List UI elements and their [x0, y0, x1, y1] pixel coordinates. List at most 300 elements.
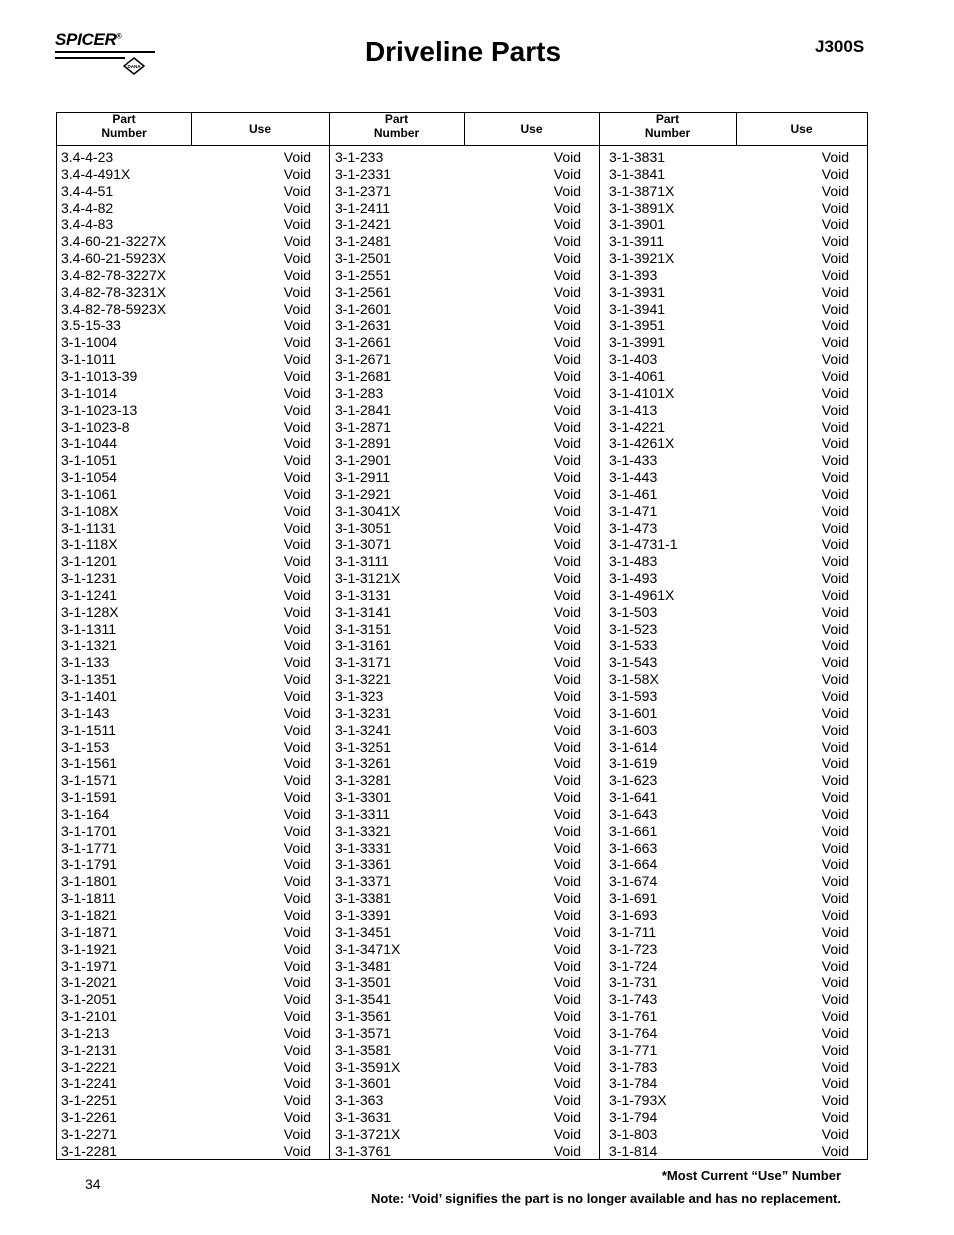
use-cell: Void	[553, 233, 581, 250]
part-number-cell: 3-1-1561	[61, 755, 118, 772]
table-row	[331, 149, 599, 166]
part-number-cell: 3-1-2251	[61, 1092, 118, 1109]
table-row	[605, 722, 867, 739]
use-cell: Void	[553, 603, 581, 620]
part-number-cell: 3-1-3841	[609, 165, 666, 182]
use-cell: Void	[821, 1058, 849, 1075]
use-cell: Void	[553, 1008, 581, 1025]
use-cell: Void	[553, 418, 581, 435]
table-row	[331, 452, 599, 469]
table-row	[57, 941, 329, 958]
part-number-cell: 3-1-403	[609, 351, 658, 368]
part-number-cell: 3-1-711	[609, 923, 657, 940]
part-number-cell: 3-1-4101X	[609, 384, 675, 401]
table-row	[605, 621, 867, 638]
header-use: Use	[790, 122, 813, 136]
use-cell: Void	[821, 250, 849, 267]
table-row	[605, 267, 867, 284]
table-row	[605, 368, 867, 385]
use-cell: Void	[283, 452, 311, 469]
use-cell: Void	[821, 586, 849, 603]
table-row	[57, 873, 329, 890]
part-number-cell: 3.4-4-23	[61, 149, 114, 165]
use-cell: Void	[283, 1109, 311, 1126]
part-number-cell: 3-1-2241	[61, 1075, 118, 1092]
part-number-cell: 3-1-1801	[61, 873, 118, 890]
table-row	[57, 183, 329, 200]
table-row	[57, 334, 329, 351]
table-row	[331, 1008, 599, 1025]
use-cell: Void	[821, 334, 849, 351]
part-number-cell: 3-1-4261X	[609, 435, 675, 452]
use-cell: Void	[283, 317, 311, 334]
part-number-cell: 3-1-283	[335, 384, 384, 401]
use-cell: Void	[821, 384, 849, 401]
part-number-cell: 3-1-1014	[61, 384, 118, 401]
part-number-cell: 3-1-2501	[335, 250, 392, 267]
use-cell: Void	[283, 789, 311, 806]
table-row	[331, 840, 599, 857]
part-number-cell: 3-1-1311	[61, 620, 117, 637]
use-cell: Void	[283, 1142, 311, 1159]
use-cell: Void	[821, 233, 849, 250]
use-cell: Void	[821, 1024, 849, 1041]
table-row	[605, 570, 867, 587]
note-void: Note: ‘Void’ signifies the part is no longer available and has no replacement.	[370, 1191, 841, 1206]
header-use: Use	[248, 122, 271, 136]
parts-column-1	[57, 149, 329, 1160]
use-cell: Void	[821, 1041, 849, 1058]
table-row	[331, 570, 599, 587]
use-cell: Void	[283, 772, 311, 789]
table-row	[331, 233, 599, 250]
use-cell: Void	[283, 553, 311, 570]
use-cell: Void	[553, 334, 581, 351]
use-cell: Void	[821, 519, 849, 536]
table-row	[605, 1025, 867, 1042]
part-number-cell: 3-1-3361	[335, 856, 392, 873]
table-row	[331, 1126, 599, 1143]
table-row	[331, 604, 599, 621]
part-number-cell: 3-1-1023-8	[61, 418, 130, 435]
part-number-cell: 3-1-2221	[61, 1058, 118, 1075]
table-row	[605, 823, 867, 840]
use-cell: Void	[553, 502, 581, 519]
use-cell: Void	[553, 789, 581, 806]
table-row	[605, 149, 867, 166]
part-number-cell: 3-1-3831	[609, 149, 666, 165]
part-number-cell: 3-1-1051	[61, 452, 118, 469]
use-cell: Void	[821, 367, 849, 384]
table-row	[331, 688, 599, 705]
use-cell: Void	[821, 991, 849, 1008]
table-row	[57, 671, 329, 688]
use-cell: Void	[283, 974, 311, 991]
part-number-cell: 3-1-2371	[335, 182, 392, 199]
use-cell: Void	[283, 1125, 311, 1142]
table-row	[57, 1042, 329, 1059]
part-number-cell: 3-1-2631	[335, 317, 392, 334]
use-cell: Void	[821, 570, 849, 587]
use-cell: Void	[283, 839, 311, 856]
use-cell: Void	[283, 1092, 311, 1109]
part-number-cell: 3-1-3261	[335, 755, 392, 772]
part-number-cell: 3-1-2681	[335, 367, 392, 384]
use-cell: Void	[283, 1041, 311, 1058]
use-cell: Void	[283, 570, 311, 587]
use-cell: Void	[553, 1109, 581, 1126]
part-number-cell: 3-1-3221	[335, 671, 392, 688]
table-row	[331, 486, 599, 503]
table-row	[331, 705, 599, 722]
table-row	[57, 806, 329, 823]
use-cell: Void	[821, 721, 849, 738]
part-number-cell: 3-1-2261	[61, 1109, 118, 1126]
table-row	[57, 1126, 329, 1143]
table-row	[331, 621, 599, 638]
table-row	[605, 991, 867, 1008]
use-cell: Void	[283, 149, 311, 165]
use-cell: Void	[553, 940, 581, 957]
use-cell: Void	[283, 351, 311, 368]
table-row	[605, 958, 867, 975]
table-row	[331, 958, 599, 975]
table-row	[605, 789, 867, 806]
part-number-cell: 3-1-2661	[335, 334, 392, 351]
part-number-cell: 3-1-3151	[335, 620, 392, 637]
use-cell: Void	[283, 250, 311, 267]
table-row	[57, 907, 329, 924]
table-row	[605, 452, 867, 469]
table-row	[331, 183, 599, 200]
part-number-cell: 3-1-814	[609, 1142, 658, 1159]
table-row	[605, 772, 867, 789]
use-cell: Void	[283, 603, 311, 620]
table-row	[605, 873, 867, 890]
table-row	[331, 520, 599, 537]
use-cell: Void	[283, 536, 311, 553]
part-number-cell: 3-1-3991	[609, 334, 666, 351]
use-cell: Void	[553, 469, 581, 486]
table-row	[605, 637, 867, 654]
use-cell: Void	[821, 620, 849, 637]
use-cell: Void	[283, 1024, 311, 1041]
use-cell: Void	[821, 671, 849, 688]
use-cell: Void	[821, 637, 849, 654]
use-cell: Void	[283, 469, 311, 486]
table-row	[57, 1059, 329, 1076]
table-row	[605, 806, 867, 823]
table-row	[605, 840, 867, 857]
use-cell: Void	[283, 586, 311, 603]
part-number-cell: 3-1-2841	[335, 401, 392, 418]
use-cell: Void	[553, 991, 581, 1008]
column-divider	[599, 113, 600, 1159]
use-cell: Void	[553, 654, 581, 671]
part-number-cell: 3-1-643	[609, 805, 658, 822]
part-number-cell: 3-1-1321	[61, 637, 118, 654]
part-number-cell: 3-1-3311	[335, 805, 391, 822]
part-number-cell: 3-1-143	[61, 704, 110, 721]
use-cell: Void	[553, 165, 581, 182]
table-header	[57, 113, 867, 146]
use-cell: Void	[283, 401, 311, 418]
table-row	[331, 991, 599, 1008]
table-row	[331, 974, 599, 991]
part-number-cell: 3-1-164	[61, 805, 110, 822]
use-cell: Void	[821, 603, 849, 620]
part-number-cell: 3-1-1511	[61, 721, 117, 738]
use-cell: Void	[821, 906, 849, 923]
header-part-number: Part Number	[101, 112, 147, 140]
use-cell: Void	[821, 317, 849, 334]
table-row	[57, 317, 329, 334]
table-row	[331, 873, 599, 890]
use-cell: Void	[821, 755, 849, 772]
use-cell: Void	[821, 1092, 849, 1109]
table-row	[331, 856, 599, 873]
part-number-cell: 3-1-3171	[335, 654, 392, 671]
part-number-cell: 3-1-614	[609, 738, 658, 755]
use-cell: Void	[821, 772, 849, 789]
part-number-cell: 3-1-1004	[61, 334, 118, 351]
table-row	[605, 856, 867, 873]
use-cell: Void	[553, 586, 581, 603]
use-cell: Void	[283, 704, 311, 721]
table-row	[331, 368, 599, 385]
part-number-cell: 3-1-3071	[335, 536, 392, 553]
use-cell: Void	[553, 620, 581, 637]
use-cell: Void	[553, 570, 581, 587]
table-row	[605, 654, 867, 671]
table-row	[331, 503, 599, 520]
part-number-cell: 3-1-3241	[335, 721, 392, 738]
part-number-cell: 3-1-3251	[335, 738, 392, 755]
use-cell: Void	[821, 839, 849, 856]
table-row	[605, 334, 867, 351]
part-number-cell: 3-1-1351	[61, 671, 118, 688]
table-row	[605, 1109, 867, 1126]
table-row	[57, 637, 329, 654]
table-row	[57, 149, 329, 166]
header-divider	[464, 113, 465, 146]
part-number-cell: 3-1-601	[609, 704, 658, 721]
table-row	[331, 823, 599, 840]
table-row	[57, 1075, 329, 1092]
part-number-cell: 3-1-2551	[335, 266, 392, 283]
part-number-cell: 3-1-3911	[609, 233, 665, 250]
table-row	[605, 705, 867, 722]
table-row	[331, 755, 599, 772]
table-row	[57, 301, 329, 318]
table-row	[57, 1143, 329, 1160]
part-number-cell: 3-1-1201	[61, 553, 118, 570]
part-number-cell: 3-1-1061	[61, 485, 118, 502]
table-row	[57, 166, 329, 183]
table-row	[57, 267, 329, 284]
use-cell: Void	[283, 485, 311, 502]
table-row	[57, 486, 329, 503]
table-row	[605, 351, 867, 368]
use-cell: Void	[821, 923, 849, 940]
part-number-cell: 3-1-118X	[61, 536, 118, 553]
use-cell: Void	[821, 738, 849, 755]
parts-column-2	[331, 149, 599, 1160]
page-number: 34	[85, 1176, 101, 1192]
use-cell: Void	[283, 856, 311, 873]
use-cell: Void	[283, 991, 311, 1008]
use-cell: Void	[553, 873, 581, 890]
note-current-use: *Most Current “Use” Number	[661, 1168, 841, 1183]
use-cell: Void	[821, 1075, 849, 1092]
part-number-cell: 3-1-2561	[335, 283, 392, 300]
table-row	[605, 1042, 867, 1059]
use-cell: Void	[553, 250, 581, 267]
table-row	[605, 1092, 867, 1109]
use-cell: Void	[553, 772, 581, 789]
part-number-cell: 3-1-3041X	[335, 502, 401, 519]
part-number-cell: 3-1-1023-13	[61, 401, 138, 418]
use-cell: Void	[821, 957, 849, 974]
table-row	[57, 587, 329, 604]
part-number-cell: 3-1-2891	[335, 435, 392, 452]
table-row	[605, 941, 867, 958]
table-row	[331, 587, 599, 604]
part-number-cell: 3-1-323	[335, 688, 384, 704]
use-cell: Void	[283, 435, 311, 452]
use-cell: Void	[821, 654, 849, 671]
table-row	[331, 166, 599, 183]
use-cell: Void	[821, 502, 849, 519]
part-number-cell: 3-1-2331	[335, 165, 392, 182]
use-cell: Void	[283, 1075, 311, 1092]
table-row	[605, 890, 867, 907]
table-row	[57, 958, 329, 975]
use-cell: Void	[553, 704, 581, 721]
table-row	[331, 789, 599, 806]
table-row	[331, 200, 599, 217]
table-row	[605, 924, 867, 941]
use-cell: Void	[283, 805, 311, 822]
part-number-cell: 3-1-761	[609, 1008, 658, 1025]
table-row	[605, 419, 867, 436]
table-row	[57, 722, 329, 739]
part-number-cell: 3-1-3721X	[335, 1125, 401, 1142]
table-row	[331, 435, 599, 452]
part-number-cell: 3-1-3301	[335, 789, 392, 806]
table-row	[605, 385, 867, 402]
part-number-cell: 3-1-3321	[335, 822, 392, 839]
table-row	[605, 739, 867, 756]
use-cell: Void	[821, 789, 849, 806]
table-row	[331, 250, 599, 267]
part-number-cell: 3-1-4961X	[609, 586, 675, 603]
part-number-cell: 3-1-803	[609, 1125, 658, 1142]
part-number-cell: 3-1-3921X	[609, 250, 675, 267]
part-number-cell: 3-1-743	[609, 991, 658, 1008]
part-number-cell: 3-1-3541	[335, 991, 392, 1008]
table-row	[605, 1008, 867, 1025]
use-cell: Void	[283, 873, 311, 890]
table-row	[57, 991, 329, 1008]
table-row	[605, 974, 867, 991]
use-cell: Void	[821, 485, 849, 502]
use-cell: Void	[283, 620, 311, 637]
use-cell: Void	[283, 890, 311, 907]
part-number-cell: 3-1-3481	[335, 957, 392, 974]
part-number-cell: 3-1-4221	[609, 418, 666, 435]
table-row	[331, 402, 599, 419]
table-row	[605, 1126, 867, 1143]
table-row	[331, 469, 599, 486]
use-cell: Void	[283, 671, 311, 688]
table-row	[57, 1092, 329, 1109]
part-number-cell: 3-1-619	[609, 755, 658, 772]
part-number-cell: 3-1-771	[609, 1041, 658, 1058]
part-number-cell: 3-1-461	[609, 485, 658, 502]
table-row	[331, 536, 599, 553]
table-row	[605, 1143, 867, 1160]
table-row	[57, 520, 329, 537]
table-row	[331, 907, 599, 924]
use-cell: Void	[283, 940, 311, 957]
use-cell: Void	[283, 906, 311, 923]
use-cell: Void	[821, 822, 849, 839]
use-cell: Void	[553, 182, 581, 199]
part-number-cell: 3-1-3501	[335, 974, 392, 991]
svg-text:DANA: DANA	[127, 64, 141, 69]
table-row	[331, 722, 599, 739]
table-row	[57, 974, 329, 991]
table-row	[57, 200, 329, 217]
part-number-cell: 3-1-3391	[335, 906, 392, 923]
use-cell: Void	[553, 957, 581, 974]
table-row	[331, 890, 599, 907]
use-cell: Void	[553, 1058, 581, 1075]
part-number-cell: 3-1-724	[609, 957, 658, 974]
table-row	[331, 941, 599, 958]
part-number-cell: 3-1-3901	[609, 216, 666, 233]
part-number-cell: 3-1-784	[609, 1075, 658, 1092]
table-row	[331, 739, 599, 756]
use-cell: Void	[553, 384, 581, 401]
use-cell: Void	[821, 199, 849, 216]
part-number-cell: 3-1-3581	[335, 1041, 392, 1058]
table-row	[57, 402, 329, 419]
part-number-cell: 3-1-413	[609, 401, 658, 418]
table-row	[331, 216, 599, 233]
table-row	[57, 536, 329, 553]
table-row	[331, 317, 599, 334]
use-cell: Void	[283, 688, 311, 704]
table-row	[57, 284, 329, 301]
part-number-cell: 3-1-693	[609, 906, 658, 923]
use-cell: Void	[283, 266, 311, 283]
part-number-cell: 3-1-3601	[335, 1075, 392, 1092]
use-cell: Void	[821, 418, 849, 435]
part-number-cell: 3-1-603	[609, 721, 658, 738]
part-number-cell: 3-1-108X	[61, 502, 119, 519]
use-cell: Void	[553, 300, 581, 317]
table-row	[605, 250, 867, 267]
use-cell: Void	[821, 300, 849, 317]
part-number-cell: 3-1-2421	[335, 216, 392, 233]
part-number-cell: 3.4-4-82	[61, 199, 114, 216]
table-row	[57, 419, 329, 436]
use-cell: Void	[821, 688, 849, 704]
table-row	[57, 452, 329, 469]
part-number-cell: 3-1-3331	[335, 839, 392, 856]
